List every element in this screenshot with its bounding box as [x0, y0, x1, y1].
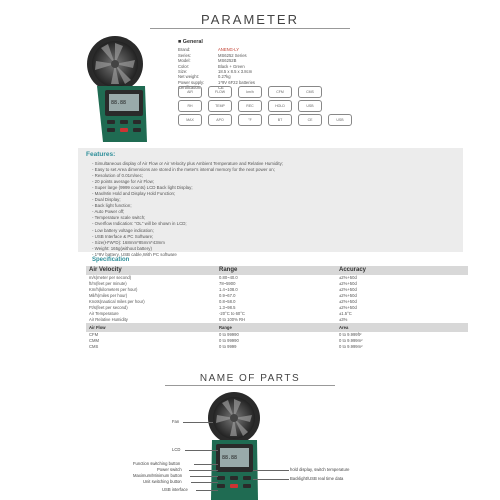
table-row: CMS 0 to 9999 0 to 9.999m² [89, 344, 363, 349]
column-header: Air Velocity [86, 266, 216, 275]
fan-label: Fan [172, 419, 180, 424]
maxmin-leader-line [190, 476, 218, 477]
table-row: Knots(nautical miles per hour) 0.8~58.0 ±2%+50d [89, 299, 357, 304]
backlight-leader-line [253, 479, 289, 480]
usb-icon: USB [298, 100, 322, 112]
auto-power-off-icon: APO [208, 114, 232, 126]
function-button-label: Function switching button [133, 461, 181, 466]
general-info: ■ General Brand: ANENG-LY Series: MS6252 Series Model: MS6252B Color: Black + Green Size: 18.5 x 8.5 x 3.8cm Net weight: 0.27kg Power supply: 1*9V 6F22 batteries Certification: CE [178, 39, 256, 91]
unit-leader-line [191, 482, 218, 483]
features-title: Features: [86, 151, 116, 158]
battery-icon: BT [268, 114, 292, 126]
cms-icon: CMS [298, 86, 322, 98]
table-row: Mil/h(miles per hour) 0.9~67.0 ±2%+50d [89, 293, 357, 298]
parameter-title: PARAMETER [201, 12, 299, 27]
lcd-leader-line [185, 450, 218, 451]
title-divider [150, 28, 350, 29]
air-velocity-icon: AIR [178, 86, 202, 98]
feature-item: - USB Interface & PC Software; [92, 233, 154, 239]
fan-leader-line [183, 422, 213, 423]
column-header: Area [336, 323, 468, 332]
column-header: Accuracy [336, 266, 468, 275]
feature-item: - Size(H*W*D): 168mm*85mm*43mm [92, 239, 165, 245]
usb-interface-label: USB interface [162, 487, 188, 492]
parts-title: NAME OF PARTS [199, 373, 301, 384]
specification-title: Specification [92, 257, 130, 263]
feature-item: - Simultaneous display of Air Flow or Air Velocity plus Ambient Temperature and Relative Humidity; [92, 161, 283, 166]
hold-label: hold display, switch temperature [290, 467, 350, 472]
maxmin-button-label: Maximum/Minimum button [133, 473, 183, 478]
table-row: Air Temperature -20°C to 60°C ±1.5°C [89, 311, 352, 316]
feature-item: - Dual Display; [92, 197, 121, 203]
specification-table [86, 266, 468, 350]
unit-icon: km/h [238, 86, 262, 98]
feature-item: - Resolution of 0.01m/sec; [92, 173, 144, 179]
hold-leader-line [253, 470, 289, 471]
feature-item: - Low battery voltage indication; [92, 227, 154, 233]
feature-item: - Temperature scale switch; [92, 215, 146, 221]
power-leader-line [189, 470, 218, 471]
unit-button-label: Unit switching button [143, 479, 182, 484]
fahrenheit-icon: °F [238, 114, 262, 126]
humidity-icon: RH [178, 100, 202, 112]
table-header-row [86, 323, 468, 332]
record-icon: REC [238, 100, 262, 112]
feature-item: - Max/Min Hold and Display Hold Function; [92, 191, 176, 197]
table-row: CMM 0 to 99990 0 to 9.999m² [89, 338, 363, 343]
column-header: Range [216, 266, 336, 275]
cfm-icon: CFM [268, 86, 292, 98]
feature-item: - 1*9V battery, USB cable,With PC software [92, 251, 177, 257]
table-row: m/s(meter per second) 0.80~40.0 ±2%+50d [89, 275, 357, 280]
feature-item: - Back light function; [92, 203, 132, 209]
usb-interface-icon: USB [328, 114, 352, 126]
ce-icon: CE [298, 114, 322, 126]
table-row: Ft/s(feet per second) 1.3~98.5 ±2%+50d [89, 305, 357, 310]
function-leader-line [194, 464, 218, 465]
hold-icon: HOLD [268, 100, 292, 112]
backlight-label: Backlight/USB real time data [290, 476, 344, 481]
general-heading: ■ General [178, 39, 203, 45]
feature-item: - Auto Power off; [92, 209, 125, 215]
max-icon: MAX [178, 114, 202, 126]
table-row: Air Relative Humidity 0 to 100% RH ±3% [89, 317, 348, 322]
features-list [92, 161, 283, 258]
svg-text:88.88: 88.88 [222, 455, 238, 461]
column-header: Air Flow [86, 323, 216, 332]
column-header: Range [216, 323, 336, 332]
parts-divider [165, 385, 335, 386]
feature-item: - Overflow Indication: "OL" will be shown in LCD; [92, 221, 187, 227]
lcd-label: LCD [172, 447, 181, 452]
table-row: CFM 0 to 99990 0 to 9.999ft² [89, 332, 362, 337]
table-row: ft/m(feet per minute) 78~5900 ±2%+50d [89, 281, 357, 286]
feature-item: - Easy to set Area dimensions are stored in the meter's internal memory for the next power on; [92, 167, 275, 173]
feature-item: - Super large (9999 counts) LCD Back light Display; [92, 185, 193, 191]
table-row: Km/h(kilometers per hour) 1.4~108.0 ±2%+50d [89, 287, 357, 292]
temperature-icon: TEMP [208, 100, 232, 112]
power-switch-label: Power switch [157, 467, 182, 472]
anemometer-image [75, 34, 175, 144]
svg-text:88.88: 88.88 [111, 100, 127, 106]
feature-item: - Weight: 165g(without battery) [92, 245, 152, 251]
usb-leader-line [196, 490, 218, 491]
air-flow-icon: FLOW [208, 86, 232, 98]
feature-item: - 20 points average for Air Flow; [92, 179, 154, 185]
anemometer-parts-image [202, 390, 267, 500]
table-header-row [86, 266, 468, 275]
